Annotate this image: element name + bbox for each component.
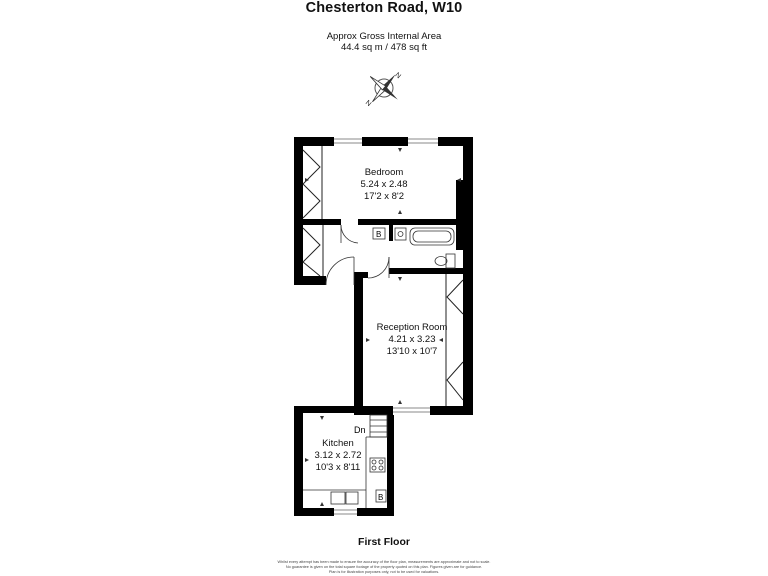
bedroom-metric: 5.24 x 2.48 — [360, 179, 408, 190]
disclaimer-line-1: Whilst every attempt has been made to ensure the accuracy of the floor plan, measurements are approximate and not to scale. — [277, 560, 491, 564]
area-value: 44.4 sq m / 478 sq ft — [340, 42, 428, 53]
plan-title: Chesterton Road, W10 — [305, 0, 463, 16]
bathroom — [373, 228, 455, 268]
disclaimer-line-2: No guarantee is given on the total square footage of the property quoted on this plan. Figures given are for guidance. — [285, 564, 483, 569]
boiler-marker-kitchen: B — [378, 493, 384, 502]
reception-imperial: 13'10 x 10'7 — [386, 346, 438, 357]
boiler-marker: B — [376, 230, 382, 239]
compass-north-letter: N — [393, 71, 402, 81]
bedroom-name: Bedroom — [364, 167, 404, 178]
floor-label: First Floor — [358, 536, 410, 548]
kitchen-metric: 3.12 x 2.72 — [314, 450, 362, 461]
compass-south-letter: N — [364, 99, 373, 108]
bedroom-imperial: 17'2 x 8'2 — [363, 191, 405, 202]
kitchen-imperial: 10'3 x 8'11 — [315, 462, 361, 473]
disclaimer — [0, 560, 768, 574]
area-label: Approx Gross Internal Area — [326, 31, 442, 42]
reception-metric: 4.21 x 3.23 — [388, 334, 436, 345]
room-bedroom — [336, 167, 432, 203]
kitchen-name: Kitchen — [322, 438, 354, 449]
room-reception — [364, 322, 460, 358]
stairs-down-label: Dn — [354, 425, 366, 435]
room-kitchen — [300, 438, 376, 474]
reception-name: Reception Room — [376, 322, 448, 333]
disclaimer-line-3: Plan is for illustration purposes only, not to be used for valuations. — [328, 569, 440, 574]
